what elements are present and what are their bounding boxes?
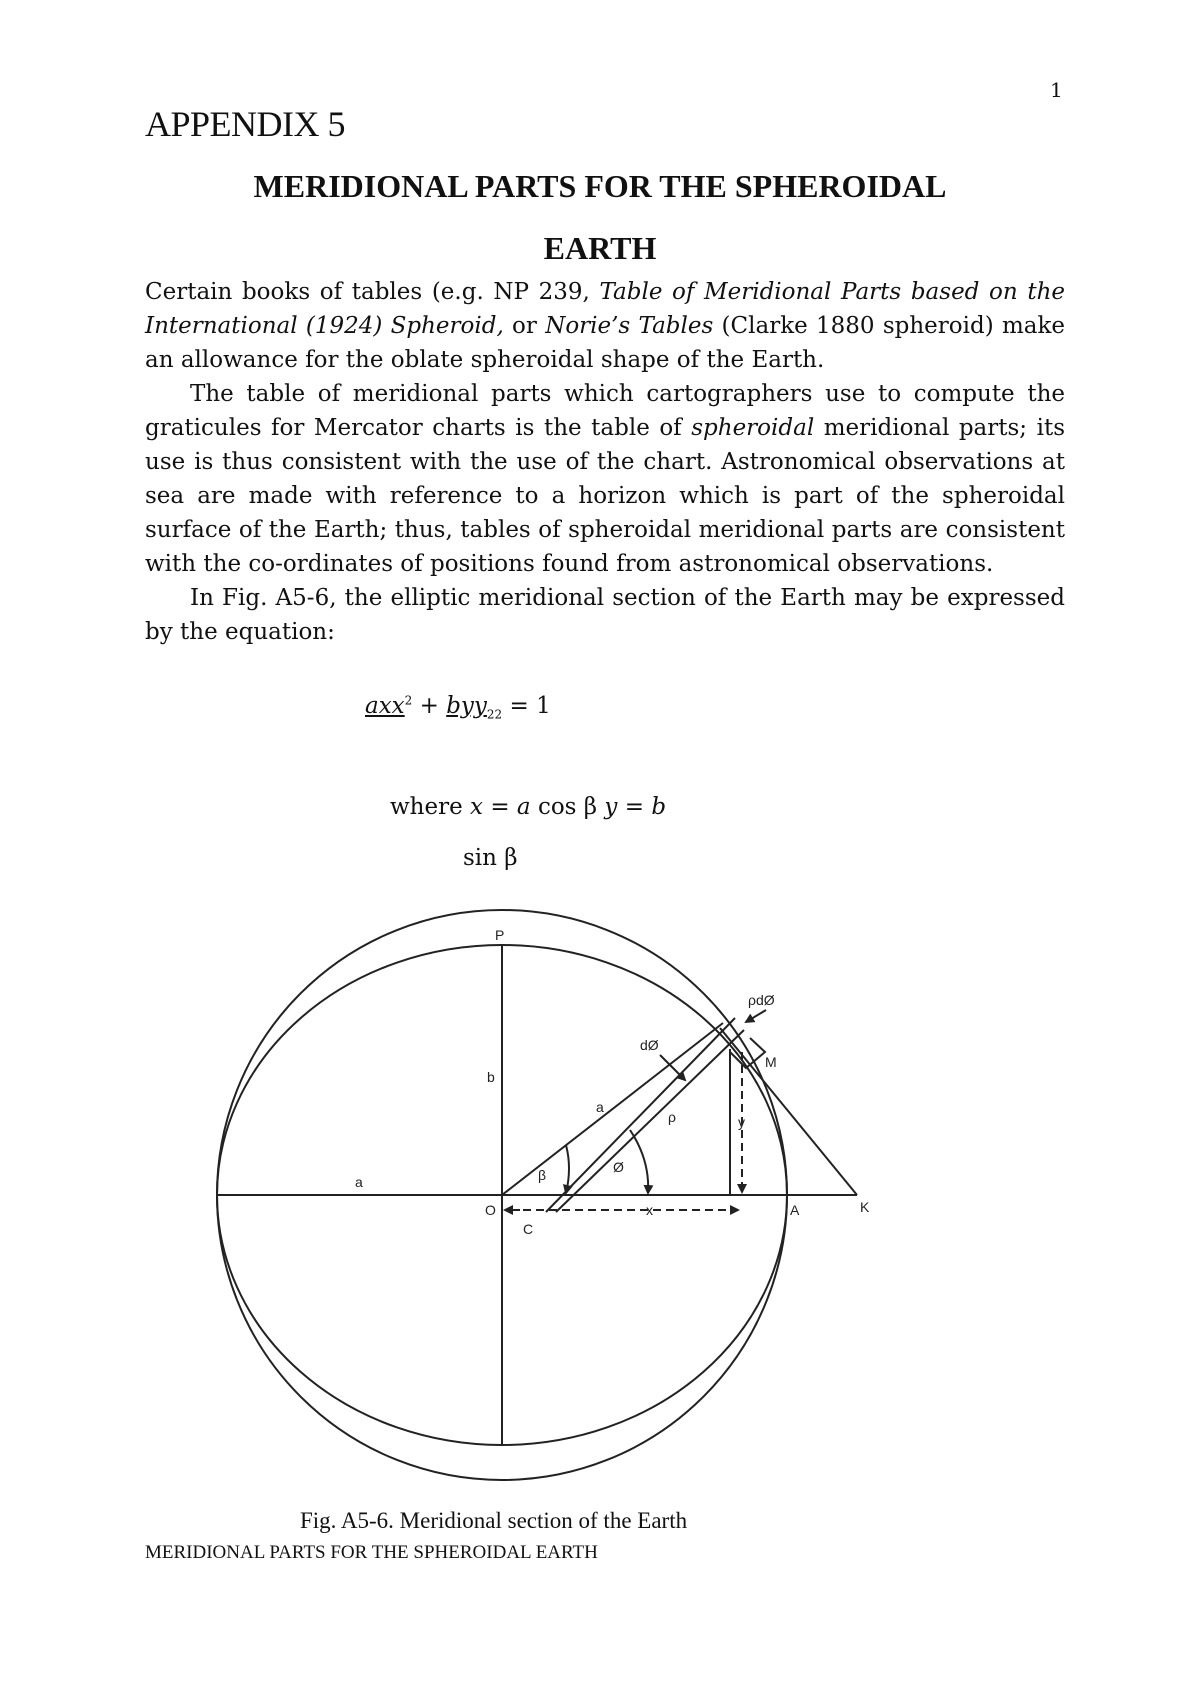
label-C: C xyxy=(523,1221,534,1237)
p1-text-2: or xyxy=(503,313,546,339)
label-beta: β xyxy=(538,1167,547,1183)
p2-text-2: meridional parts; its use is thus consistent with the use of the chart. Astronomical observations at sea are made with reference to a horizon which is part of the spheroidal surface of the Earth; thus, tables of spheroidal meridional parts are consistent with the co-ordinates of positions found from astronomical observations. xyxy=(145,415,1065,577)
where-line xyxy=(390,794,666,820)
label-phi: Ø xyxy=(613,1159,624,1175)
sin-line: sin β xyxy=(463,845,518,871)
label-rho: ρ xyxy=(668,1109,676,1125)
label-rho-d-phi: ρdØ xyxy=(748,992,775,1008)
where-b: b xyxy=(651,794,667,820)
equation-y-term: byy xyxy=(446,693,487,719)
label-K: K xyxy=(860,1199,870,1215)
p1-text-3: (Clarke 1880 spheroid) make an allowance for the oblate spheroidal shape of the Earth. xyxy=(145,313,1066,373)
appendix-label: APPENDIX 5 xyxy=(145,104,346,144)
right-angle-mark xyxy=(730,1038,765,1068)
label-A: A xyxy=(790,1202,800,1218)
beta-arc xyxy=(566,1145,569,1193)
paragraph-2 xyxy=(145,377,1065,581)
label-P: P xyxy=(495,927,505,943)
equation-x-exponent: 2 xyxy=(404,693,413,708)
tangent-line xyxy=(720,1028,857,1195)
equation-rhs: = 1 xyxy=(502,693,551,719)
p1-italic-title-1: Table of Meridional Parts based on the International (1924) Spheroid, xyxy=(145,279,1065,339)
auxiliary-circle xyxy=(217,910,787,1480)
phi-arc xyxy=(630,1130,648,1193)
meridian-ellipse xyxy=(217,945,787,1445)
where-cos: cos β xyxy=(530,794,605,820)
p2-italic: spheroidal xyxy=(691,415,815,441)
title-line-2: EARTH xyxy=(543,230,657,266)
paragraph-1 xyxy=(145,275,1065,377)
label-M: M xyxy=(765,1054,777,1070)
ellipse-equation xyxy=(365,693,551,722)
equation-y-exponent: 22 xyxy=(486,707,503,722)
page-title xyxy=(145,155,1055,279)
radius-a-line xyxy=(502,1023,723,1195)
rho-d-phi-arrow xyxy=(746,1010,766,1022)
label-a-major: a xyxy=(355,1174,363,1190)
p2-text-1: The table of meridional parts which cartographers use to compute the graticules for Mercator charts is the table of xyxy=(145,381,1065,441)
d-phi-arrow xyxy=(660,1055,685,1080)
label-y: y xyxy=(738,1114,745,1130)
normal-line-2 xyxy=(556,1030,744,1212)
where-eq-2: = xyxy=(617,794,652,820)
label-O: O xyxy=(485,1202,496,1218)
figure-caption: Fig. A5-6. Meridional section of the Earth xyxy=(300,1508,688,1533)
title-line-1: MERIDIONAL PARTS FOR THE SPHEROIDAL xyxy=(253,168,947,204)
label-d-phi: dØ xyxy=(640,1037,659,1053)
p1-text-1: Certain books of tables (e.g. NP 239, xyxy=(145,279,600,305)
where-a: a xyxy=(516,794,531,820)
page-number: 1 xyxy=(1050,78,1063,102)
where-x: x xyxy=(470,794,484,820)
label-a-radius: a xyxy=(596,1099,604,1115)
label-x: x xyxy=(646,1202,653,1218)
p1-italic-title-2: Norie’s Tables xyxy=(545,313,714,339)
label-b: b xyxy=(487,1069,495,1085)
body-text xyxy=(145,275,1065,649)
normal-line-1 xyxy=(546,1018,735,1212)
where-word: where xyxy=(390,794,471,820)
page-footer: MERIDIONAL PARTS FOR THE SPHEROIDAL EARTH xyxy=(145,1542,598,1563)
equation-x-term: axx xyxy=(365,693,405,719)
paragraph-3: In Fig. A5-6, the elliptic meridional section of the Earth may be expressed by the equation: xyxy=(145,585,1065,645)
where-eq-1: = xyxy=(483,794,517,820)
where-y: y xyxy=(604,794,618,820)
equation-plus: + xyxy=(412,693,447,719)
